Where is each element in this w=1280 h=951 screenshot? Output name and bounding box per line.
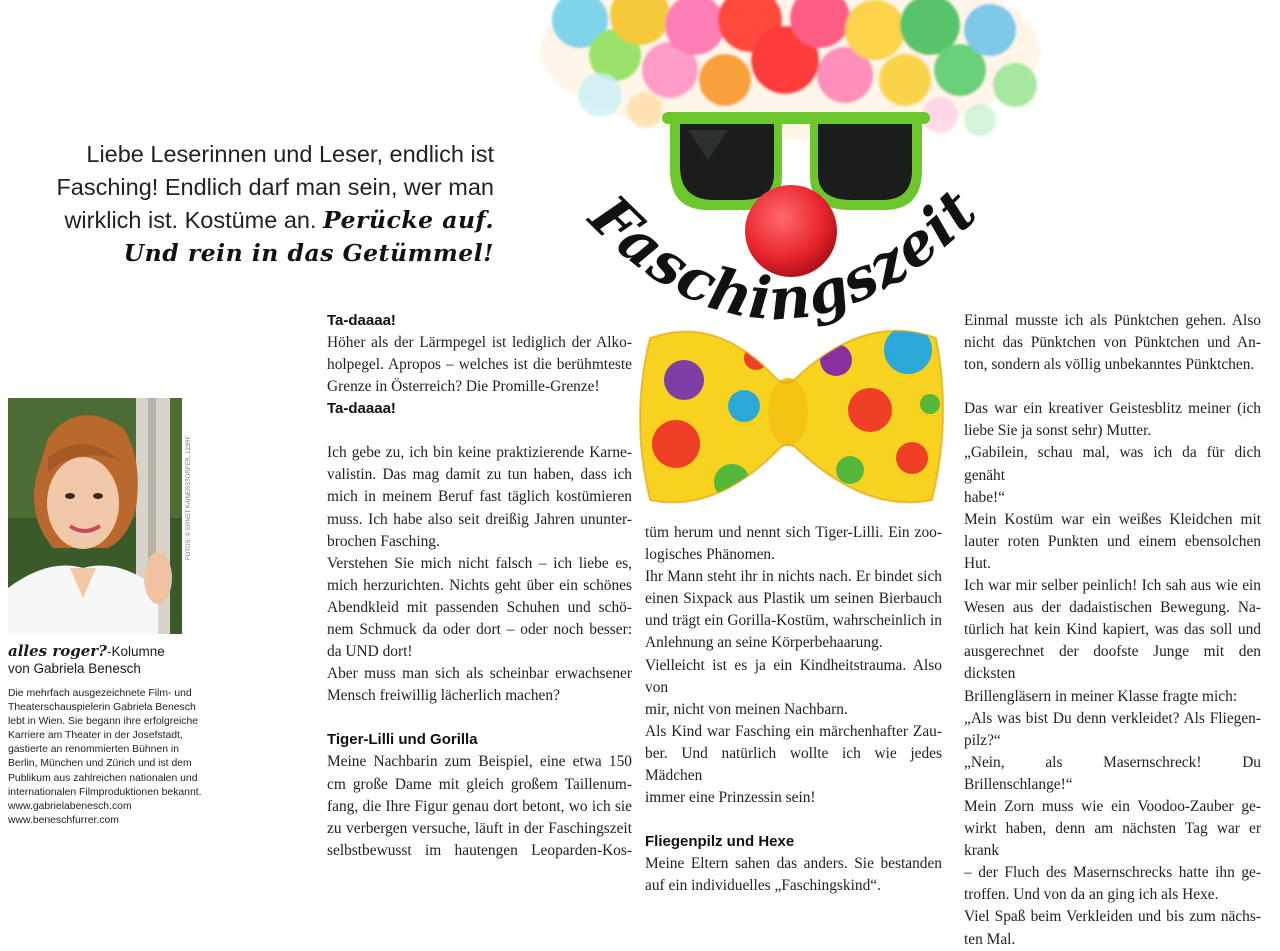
text-column-3 [964, 310, 1261, 951]
text-line: Vielleicht ist es ja ein Kindheitstrauma. Also von [645, 656, 942, 696]
text-column-1 [327, 310, 632, 862]
text-line: Ich gebe zu, ich bin keine praktizierende Karne- [327, 444, 632, 462]
text-line: ber. Und natürlich wollte ich wie jedes Mädchen [645, 744, 942, 785]
text-line: Anlehnung an seine Körperbehaarung. [645, 634, 883, 652]
text-line: mir, nicht von meinen Nachbarn. [645, 700, 848, 718]
text-line: Meine Nachbarin zum Beispiel, eine etwa 150 [327, 753, 632, 771]
text-line: valistin. Das mag damit zu tun haben, dass ich [327, 466, 632, 484]
website-link-2[interactable]: www.beneschfurrer.com [8, 814, 119, 826]
column-suffix: -Kolumne [106, 644, 165, 659]
intro-text [10, 138, 494, 270]
bio-line: lebt in Wien. Sie begann ihre erfolgreiche [8, 716, 199, 728]
text-line: nicht das Pünktchen von Pünktchen und An- [964, 334, 1261, 352]
text-line: Grenze in Österreich? Die Promille-Grenze! [327, 378, 600, 396]
intro-line-2: Fasching! Endlich darf man sein, wer man [56, 174, 494, 200]
text-line: Ich war mir selber peinlich! Ich sah aus wie ein [964, 577, 1261, 595]
text-line: mich herzurichten. Nichts geht über ein schönes [327, 576, 632, 594]
text-line: Viel Spaß beim Verkleiden und bis zum nächs- [964, 908, 1261, 926]
photo-credit: FOTOS: © ERNST KAINERSTORFER, 123RF [186, 435, 192, 560]
text-line: immer eine Prinzessin sein! [645, 789, 816, 807]
portrait-photo [8, 398, 182, 634]
text-line: habe!“ [964, 488, 1006, 506]
text-line: Hut. [964, 554, 991, 572]
text-line: nem Schmuck da oder dort – oder noch besser: [327, 621, 632, 639]
text-line: „Nein, als Masernschreck! Du Brillenschlange!“ [964, 753, 1261, 793]
text-line: ten Mal. [964, 930, 1016, 948]
subheading: Fliegenpilz und Hexe [645, 833, 795, 851]
text-line: Wesen aus der dadaistischen Bewegung. Na- [964, 599, 1261, 617]
text-line: Ihr Mann steht ihr in nichts nach. Er bindet sich [645, 568, 942, 586]
bio-line: Karriere am Theater in der Josefstadt, [8, 730, 183, 742]
text-line: liebe Sie ja sonst sehr) Mutter. [964, 422, 1152, 440]
text-line: da UND dort! [327, 643, 413, 661]
bio-line: Die mehrfach ausgezeichnete Film- und [8, 688, 192, 699]
text-line: Abendkleid mit passenden Schuhen und schö- [327, 598, 632, 616]
text-line: brochen Fasching. [327, 532, 440, 550]
text-line: Höher als der Lärmpegel ist lediglich der Alko- [327, 334, 632, 351]
text-line: selbstbewusst im hautengen Leoparden-Kos- [327, 841, 632, 859]
website-link-1[interactable]: www.gabrielabenesch.com [8, 800, 132, 812]
column-byline: von Gabriela Benesch [8, 661, 141, 676]
text-line: – der Fluch des Masernschrecks hatte ihn ge- [964, 864, 1261, 882]
text-line: muss. Ich habe also seit dreißig Jahren ununter- [327, 510, 632, 528]
text-line: einen Sixpack aus Plastik um seinen Bierbauch [645, 590, 942, 608]
text-line: cm große Dame mit gleich großem Taillenum- [327, 775, 632, 793]
text-line: und trägt ein Gorilla-Kostüm, wahrscheinlich in [645, 612, 942, 630]
text-line: Verstehen Sie mich nicht falsch – ich liebe es, [327, 554, 632, 572]
text-line: Brillengläsern in meiner Klasse fragte mich: [964, 687, 1238, 705]
subheading: Ta-daaaa! [327, 400, 396, 418]
bio-line: Berlin, München und Zürich und ist dem [8, 758, 192, 770]
text-line: lauter roten Punkten und einem ebensolchen [964, 532, 1261, 550]
text-line: Aber muss man sich als scheinbar erwachsener [327, 665, 632, 683]
author-bio [8, 687, 208, 828]
text-line: Das war ein kreativer Geistesblitz meiner (ich [964, 400, 1261, 418]
text-line: „Als was bist Du denn verkleidet? Als Fliegen- [964, 709, 1261, 727]
text-line: zu verbergen versuche, läuft in der Faschingszeit [327, 819, 632, 837]
text-line: Mensch freiwillig lächerlich machen? [327, 687, 560, 705]
text-line: mich in meinem Beruf fast täglich kostümieren [327, 488, 632, 506]
text-line: Meine Eltern sahen das anders. Sie bestanden [645, 855, 942, 873]
bio-line: gastierte an renommierten Bühnen in [8, 744, 179, 756]
text-line: Als Kind war Fasching ein märchenhafter Zau- [645, 722, 942, 740]
intro-line-3a: wirklich ist. Kostüme an. [64, 207, 324, 233]
text-line: logisches Phänomen. [645, 546, 775, 564]
text-line: holpegel. Apropos – welches ist die berühmteste [327, 356, 632, 374]
bio-line: Theaterschauspielerin Gabriela Benesch [8, 702, 196, 714]
text-line: ton, sondern als völlig unbekanntes Pünktchen. [964, 356, 1255, 374]
text-line: türlich hat kein Kind kapiert, was das soll und [964, 621, 1261, 639]
intro-line-1: Liebe Leserinnen und Leser, endlich ist [86, 141, 494, 167]
text-column-2 [645, 522, 942, 897]
text-line: Einmal musste ich als Pünktchen gehen. Also [964, 312, 1261, 329]
svg-text:Faschingszeit [575, 176, 990, 334]
bio-line: internationalen Filmproduktionen bekannt. [8, 786, 202, 798]
text-line: Mein Kostüm war ein weißes Kleidchen mit [964, 510, 1261, 528]
text-line: „Gabilein, schau mal, was ich da für dich genäht [964, 444, 1261, 484]
text-line: Mein Zorn muss wie ein Voodoo-Zauber ge- [964, 797, 1261, 815]
text-line: fang, die Ihre Figur genau dort betont, wo ich sie [327, 797, 632, 815]
text-line: auf ein individuelles „Faschingskind“. [645, 877, 881, 895]
subheading: Ta-daaaa! [327, 312, 396, 329]
column-brand: alles roger? [8, 642, 107, 660]
subheading: Tiger-Lilli und Gorilla [327, 731, 478, 749]
intro-line-3b: Perücke auf. [323, 206, 494, 234]
text-line: wirkt haben, denn am nächsten Tag war er krank [964, 820, 1261, 860]
title-text: Faschingszeit [576, 175, 991, 334]
text-line: troffen. Und von da an ging ich als Hexe. [964, 886, 1219, 904]
text-line: pilz?“ [964, 731, 1001, 749]
text-line: tüm herum und nennt sich Tiger-Lilli. Ein zoo- [645, 524, 942, 541]
text-line: ausgerechnet der doofste Junge mit den dicksten [964, 643, 1261, 683]
column-name [8, 643, 208, 677]
bio-line: Publikum aus zahlreichen nationalen und [8, 772, 198, 784]
intro-line-4: Und rein in das Getümmel! [123, 239, 494, 267]
